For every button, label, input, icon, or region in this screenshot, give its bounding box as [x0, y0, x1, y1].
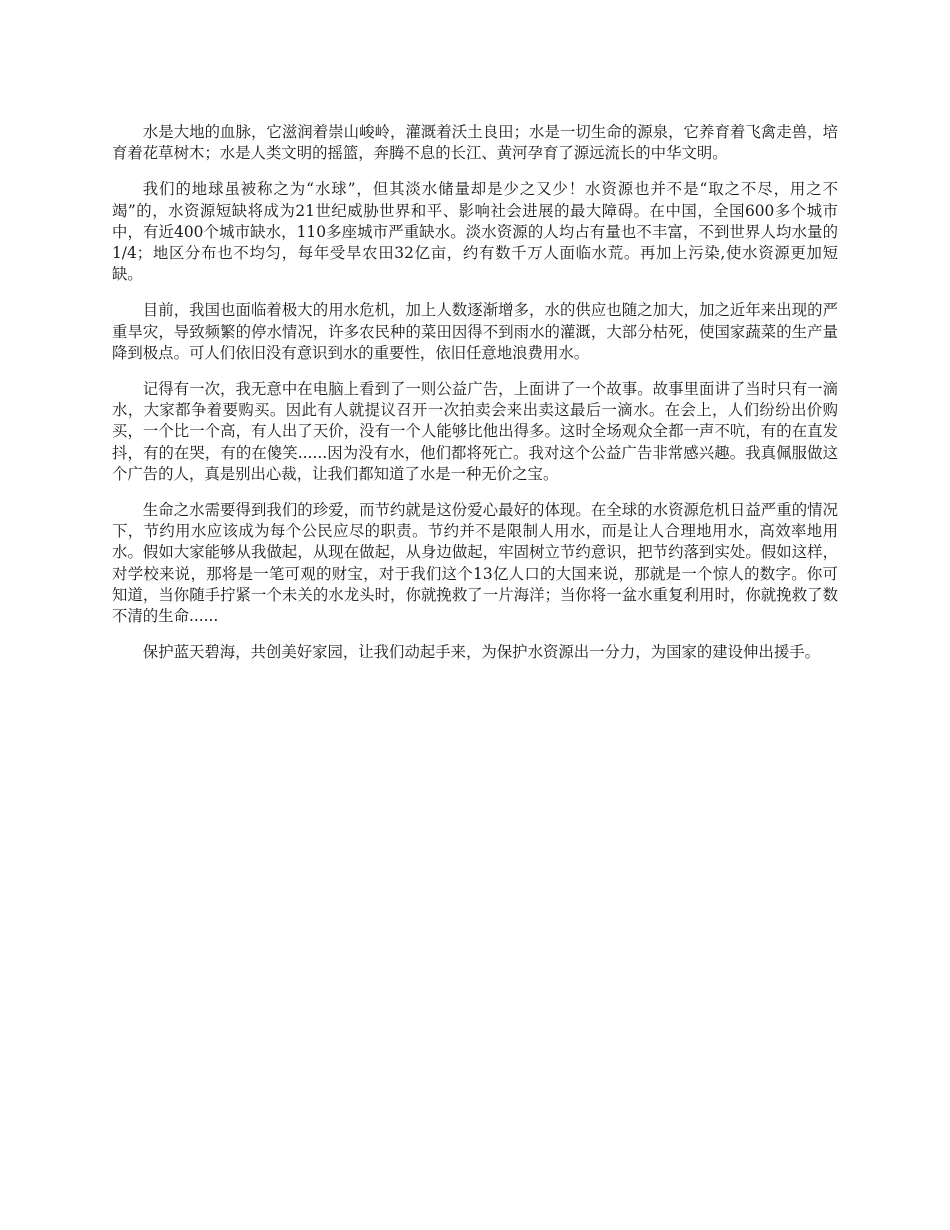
paragraph-4: 记得有一次，我无意中在电脑上看到了一则公益广告，上面讲了一个故事。故事里面讲了当时只有一滴水，大家都争着要购买。因此有人就提议召开一次拍卖会来出卖这最后一滴水。在会上，人们纷纷出价购买，一个比一个高，有人出了天价，没有一个人能够比他出得多。这时全场观众全都一声不吭，有的在直发抖，有的在哭，有的在傻笑......因为没有水，他们都将死亡。我对这个公益广告非常感兴趣。我真佩服做这个广告的人，真是别出心裁，让我们都知道了水是一种无价之宝。: [112, 380, 838, 483]
paragraph-6: 保护蓝天碧海，共创美好家园，让我们动起手来，为保护水资源出一分力，为国家的建设伸出援手。: [142, 643, 820, 662]
paragraph-3: 目前，我国也面临着极大的用水危机，加上人数逐渐增多，水的供应也随之加大，加之近年来出现的严重旱灾，导致频繁的停水情况，许多农民种的菜田因得不到雨水的灌溉，大部分枯死，使国家蔬菜的生产量降到极点。可人们依旧没有意识到水的重要性，依旧任意地浪费用水。: [112, 301, 838, 362]
paragraph-2: 我们的地球虽被称之为“水球”，但其淡水储量却是少之又少！水资源也并不是“取之不尽，用之不竭”的，水资源短缺将成为21世纪威胁世界和平、影响社会进展的最大障碍。在中国，全国600多个城市中，有近400个城市缺水，110多座城市严重缺水。淡水资源的人均占有量也不丰富，不到世界人均水量的1/4；地区分布也不均匀，每年受旱农田32亿亩，约有数千万人面临水荒。再加上污染,使水资源更加短缺。: [112, 180, 838, 284]
document-body: [112, 122, 838, 678]
paragraph-5: 生命之水需要得到我们的珍爱，而节约就是这份爱心最好的体现。在全球的水资源危机日益严重的情况下，节约用水应该成为每个公民应尽的职责。节约并不是限制人用水，而是让人合理地用水，高效率地用水。假如大家能够从我做起，从现在做起，从身边做起，牢固树立节约意识，把节约落到实处。假如这样，对学校来说，那将是一笔可观的财宝，对于我们这个13亿人口的大国来说，那就是一个惊人的数字。你可知道，当你随手拧紧一个未关的水龙头时，你就挽救了一片海洋；当你将一盆水重复利用时，你就挽救了数不清的生命......: [112, 501, 838, 626]
paragraph-1: 水是大地的血脉，它滋润着崇山峻岭，灌溉着沃土良田；水是一切生命的源泉，它养育着飞禽走兽，培育着花草树木；水是人类文明的摇篮，奔腾不息的长江、黄河孕育了源远流长的中华文明。: [112, 123, 838, 163]
